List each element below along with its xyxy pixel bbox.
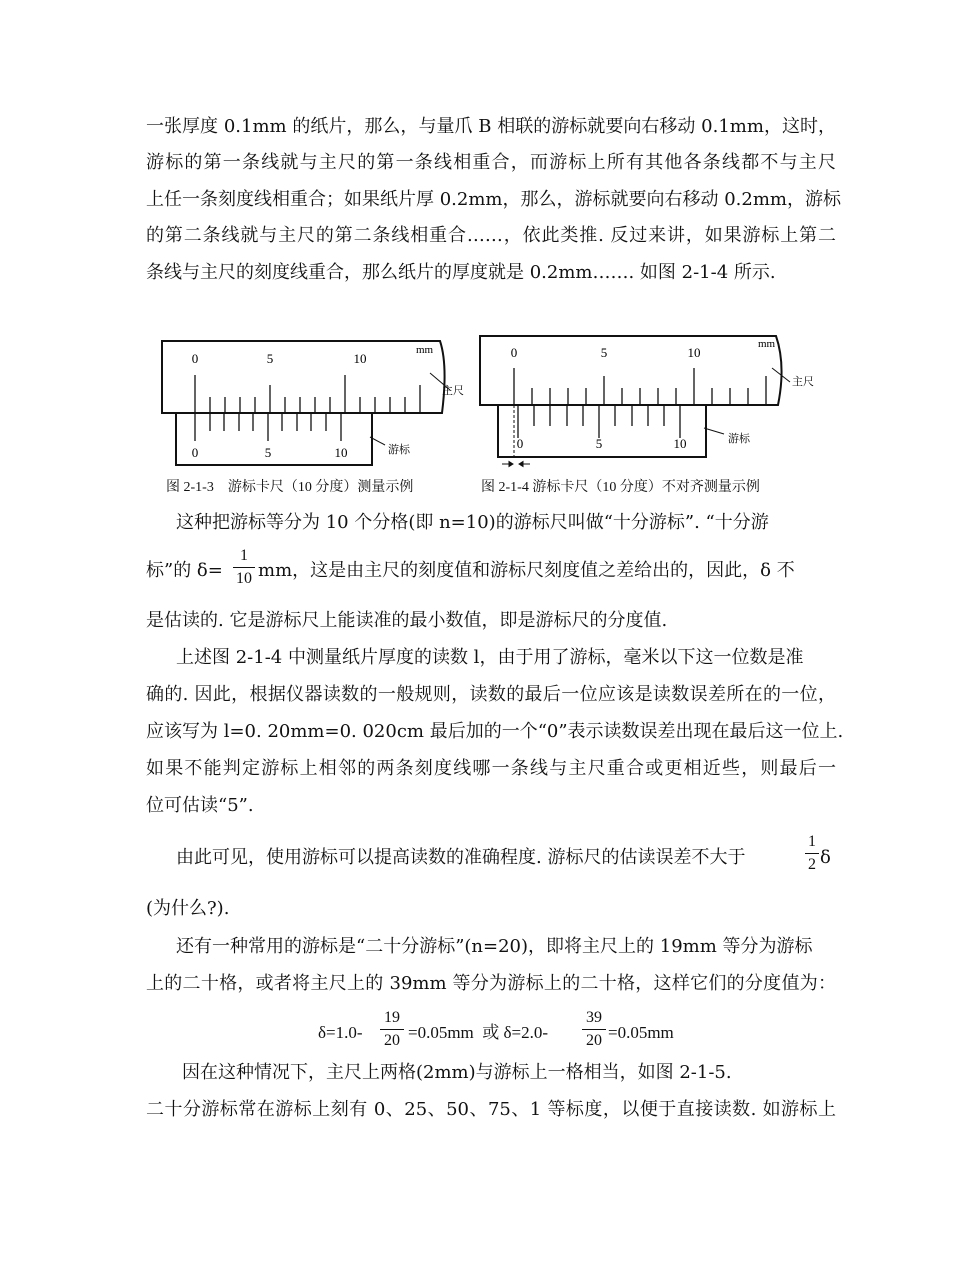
figure-2-1-4 <box>476 330 826 475</box>
fraction-bar <box>582 1029 606 1030</box>
main-tick-label: 10 <box>353 351 367 366</box>
formula-part: =0.05mm 或 δ=2.0- <box>408 1023 549 1042</box>
fraction-denominator: 10 <box>236 570 252 587</box>
vernier-label: 游标 <box>388 444 410 456</box>
unit-label: mm <box>416 344 434 356</box>
main-tick-label: 5 <box>600 345 608 360</box>
figure-caption: 图 2-1-4 游标卡尺（10 分度）不对齐测量示例 <box>481 480 760 495</box>
text-line: 上述图 2-1-4 中测量纸片厚度的读数 l，由于用了游标，毫米以下这一位数是准 <box>176 647 804 668</box>
vernier-tick-label: 10 <box>673 436 687 451</box>
formula-part: δ=1.0- <box>318 1023 363 1042</box>
fraction <box>233 546 255 589</box>
figure-2-1-3 <box>160 335 464 470</box>
text-line: 二十分游标常在游标上刻有 0、25、50、75、1 等标度，以便于直接读数. 如游标上 <box>146 1099 836 1120</box>
text-line: 的第二条线就与主尺的第二条线相重合……，依此类推. 反过来讲，如果游标上第二 <box>146 225 836 246</box>
text-line: mm，这是由主尺的刻度值和游标尺刻度值之差给出的，因此，δ 不 <box>258 560 795 581</box>
text-line: (为什么?). <box>146 898 230 919</box>
fraction-bar <box>233 567 255 568</box>
fraction-numerator: 19 <box>384 1009 400 1026</box>
fraction-denominator: 20 <box>586 1032 602 1049</box>
text-line: 是估读的. 它是游标尺上能读准的最小数值，即是游标尺的分度值. <box>146 610 668 631</box>
figure-caption: 图 2-1-3 游标卡尺（10 分度）测量示例 <box>166 480 414 495</box>
text-line: 位可估读“5”. <box>146 795 254 816</box>
fraction-denominator: 2 <box>808 856 816 873</box>
main-tick-label: 5 <box>266 351 274 366</box>
text-line: 如果不能判定游标上相邻的两条刻度线哪一条线与主尺重合或更相近些，则最后一 <box>146 758 836 779</box>
fraction-bar <box>380 1029 404 1030</box>
text-line: 应该写为 l=0. 20mm=0. 020cm 最后加的一个“0”表示读数误差出现在最后这一位上. <box>146 721 844 742</box>
vernier-tick-label: 10 <box>334 445 348 460</box>
fraction-numerator: 39 <box>586 1009 602 1026</box>
vernier-tick-label: 0 <box>191 445 199 460</box>
main-scale-label: 主尺 <box>442 385 464 397</box>
main-tick-label: 0 <box>510 345 518 360</box>
text-line: 条线与主尺的刻度线重合，那么纸片的厚度就是 0.2mm……. 如图 2-1-4 所示. <box>146 262 776 283</box>
text-line: 上任一条刻度线相重合；如果纸片厚 0.2mm，那么，游标就要向右移动 0.2mm，游标 <box>146 189 841 210</box>
fraction <box>805 832 819 875</box>
text-line: 游标的第一条线就与主尺的第一条线相重合，而游标上所有其他各条线都不与主尺 <box>146 152 836 173</box>
text-line: 还有一种常用的游标是“二十分游标”(n=20)，即将主尺上的 19mm 等分为游标 <box>176 936 813 957</box>
fraction-bar <box>805 853 819 854</box>
main-tick-label: 0 <box>191 351 199 366</box>
fraction-numerator: 1 <box>808 833 816 850</box>
main-scale-label: 主尺 <box>792 376 814 388</box>
text-line: 标”的 δ= <box>146 560 223 581</box>
unit-label: mm <box>758 338 776 350</box>
fraction <box>582 1008 606 1051</box>
text-line: 确的. 因此，根据仪器读数的一般规则，读数的最后一位应该是读数误差所在的一位， <box>146 684 836 705</box>
delta-symbol: δ <box>820 847 831 868</box>
text-line: 一张厚度 0.1mm 的纸片，那么，与量爪 B 相联的游标就要向右移动 0.1mm，这时， <box>146 116 836 137</box>
fraction-denominator: 20 <box>384 1032 400 1049</box>
formula-part: =0.05mm <box>608 1023 674 1042</box>
fraction-numerator: 1 <box>240 547 248 564</box>
vernier-label: 游标 <box>728 433 750 445</box>
text-line: 上的二十格，或者将主尺上的 39mm 等分为游标上的二十格，这样它们的分度值为： <box>146 973 836 994</box>
text-line: 由此可见，使用游标可以提高读数的准确程度. 游标尺的估读误差不大于 <box>176 847 746 868</box>
vernier-tick-label: 0 <box>516 436 524 451</box>
vernier-tick-label: 5 <box>264 445 272 460</box>
text-line: 因在这种情况下，主尺上两格(2mm)与游标上一格相当，如图 2-1-5. <box>182 1062 732 1083</box>
main-tick-label: 10 <box>687 345 701 360</box>
vernier-tick-label: 5 <box>595 436 603 451</box>
text-line: 这种把游标等分为 10 个分格(即 n=10)的游标尺叫做“十分游标”. “十分游 <box>176 512 769 533</box>
fraction <box>380 1008 404 1051</box>
